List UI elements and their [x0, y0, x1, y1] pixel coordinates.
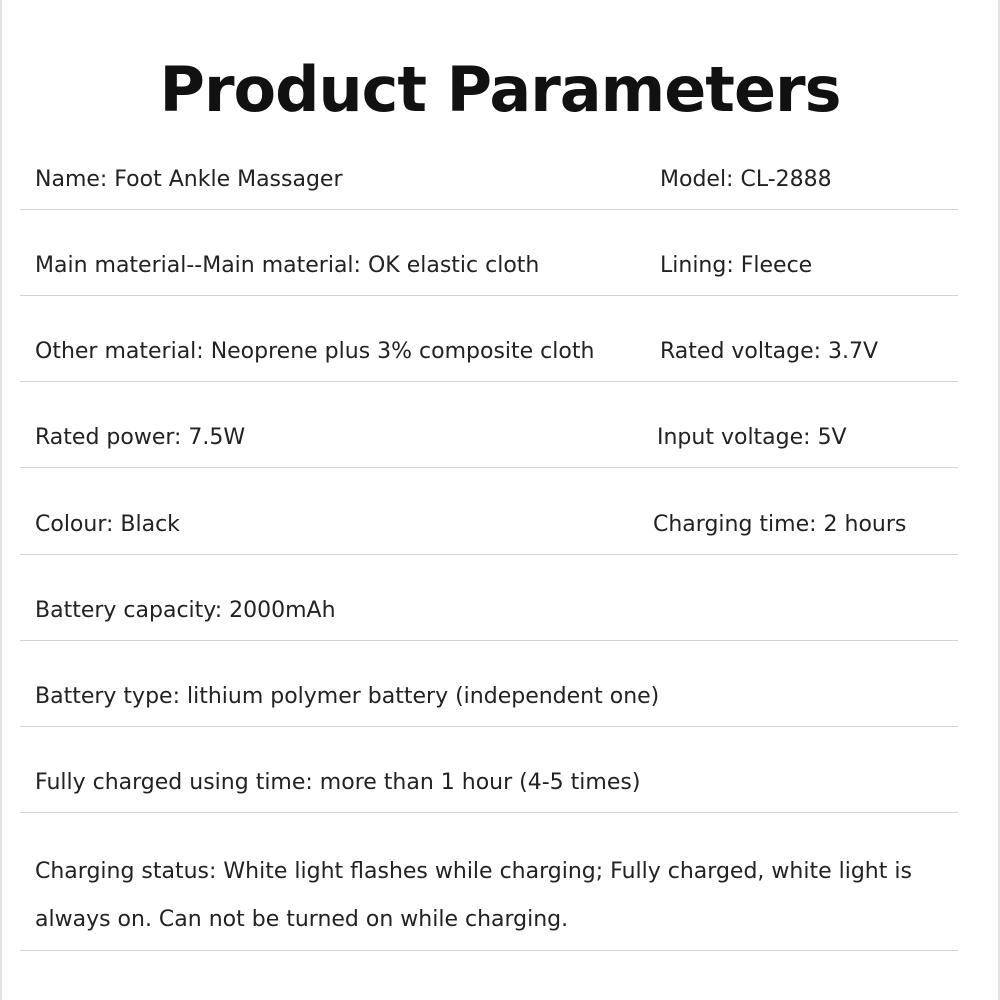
param-charging-status: Charging status: White light flashes while charging; Fully charged, white light is always on. Can not be turned on while charging.	[35, 859, 912, 932]
param-other-material: Other material: Neoprene plus 3% composite cloth	[35, 339, 595, 364]
table-row	[20, 812, 958, 951]
table-row	[20, 381, 958, 468]
param-model: Model: CL-2888	[660, 167, 832, 192]
page-title: Product Parameters	[159, 53, 841, 126]
param-battery-type: Battery type: lithium polymer battery (independent one)	[35, 684, 660, 709]
param-rated-voltage: Rated voltage: 3.7V	[660, 339, 879, 364]
param-main-material: Main material--Main material: OK elastic cloth	[35, 253, 540, 278]
param-charging-time: Charging time: 2 hours	[653, 512, 907, 537]
page-border-left	[0, 0, 2, 1000]
table-row	[20, 554, 958, 641]
table-row	[20, 467, 958, 555]
param-using-time: Fully charged using time: more than 1 hour (4-5 times)	[35, 770, 641, 795]
table-row	[20, 209, 958, 296]
table-row	[20, 153, 958, 210]
table-row	[20, 726, 958, 813]
param-colour: Colour: Black	[35, 512, 180, 537]
table-row	[20, 295, 958, 382]
param-name: Name: Foot Ankle Massager	[35, 167, 343, 192]
param-battery-capacity: Battery capacity: 2000mAh	[35, 598, 336, 623]
param-lining: Lining: Fleece	[660, 253, 813, 278]
param-input-voltage: Input voltage: 5V	[657, 425, 847, 450]
table-row	[20, 640, 958, 727]
param-rated-power: Rated power: 7.5W	[35, 425, 246, 450]
